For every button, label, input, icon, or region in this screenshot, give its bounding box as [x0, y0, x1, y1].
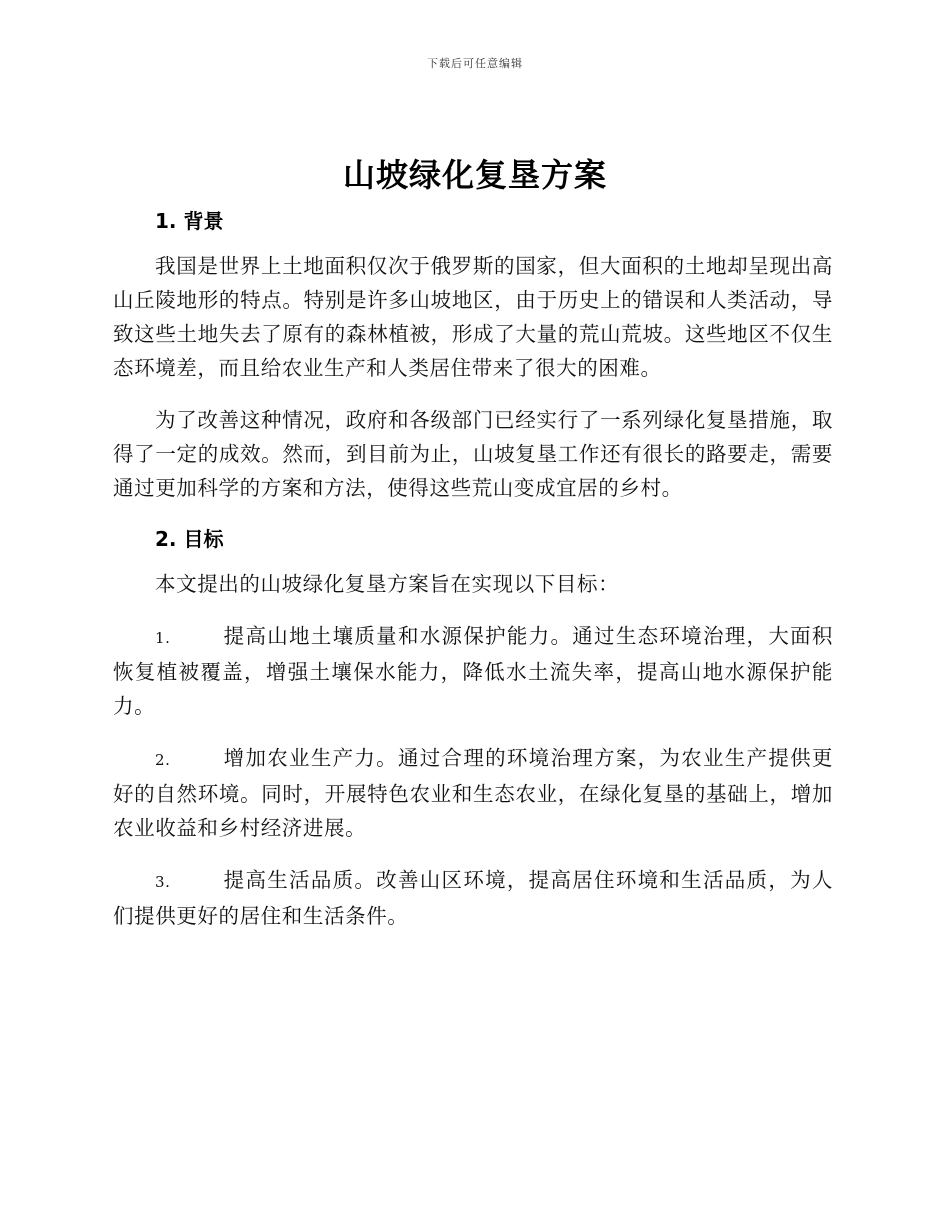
background-paragraph-2: 为了改善这种情况，政府和各级部门已经实行了一系列绿化复垦措施，取得了一定的成效。然而，到目前为止，山坡复垦工作还有很长的路要走，需要通过更加科学的方案和方法，使得这些荒山变成宜居的乡村。	[113, 408, 833, 500]
goal-list-item-3	[113, 863, 833, 933]
document-title: 山坡绿化复垦方案	[342, 156, 607, 194]
list-item-text: 提高山地土壤质量和水源保护能力。通过生态环境治理，大面积恢复植被覆盖，增强土壤保水能力，降低水土流失率，提高山地水源保护能力。	[113, 624, 833, 718]
goal-list-item-2	[113, 741, 833, 845]
list-number: 2.	[155, 751, 171, 769]
list-item-text: 提高生活品质。改善山区环境，提高居住环境和生活品质，为人们提供更好的居住和生活条件。	[113, 868, 833, 928]
header-note: 下载后可任意编辑	[427, 57, 523, 70]
background-paragraph-1: 我国是世界上土地面积仅次于俄罗斯的国家，但大面积的土地却呈现出高山丘陵地形的特点。特别是许多山坡地区，由于历史上的错误和人类活动，导致这些土地失去了原有的森林植被，形成了大量的荒山荒坡。这些地区不仅生态环境差，而且给农业生产和人类居住带来了很大的困难。	[113, 254, 833, 380]
goals-intro-paragraph: 本文提出的山坡绿化复垦方案旨在实现以下目标：	[155, 572, 620, 596]
list-number: 3.	[155, 873, 171, 891]
document-body	[113, 205, 833, 951]
list-number: 1.	[155, 629, 171, 647]
section-heading-background: 1. 背景	[155, 209, 224, 233]
list-item-text: 增加农业生产力。通过合理的环境治理方案，为农业生产提供更好的自然环境。同时，开展特色农业和生态农业，在绿化复垦的基础上，增加农业收益和乡村经济进展。	[113, 746, 833, 840]
goal-list-item-1	[113, 619, 833, 723]
section-heading-goals: 2. 目标	[155, 527, 224, 551]
